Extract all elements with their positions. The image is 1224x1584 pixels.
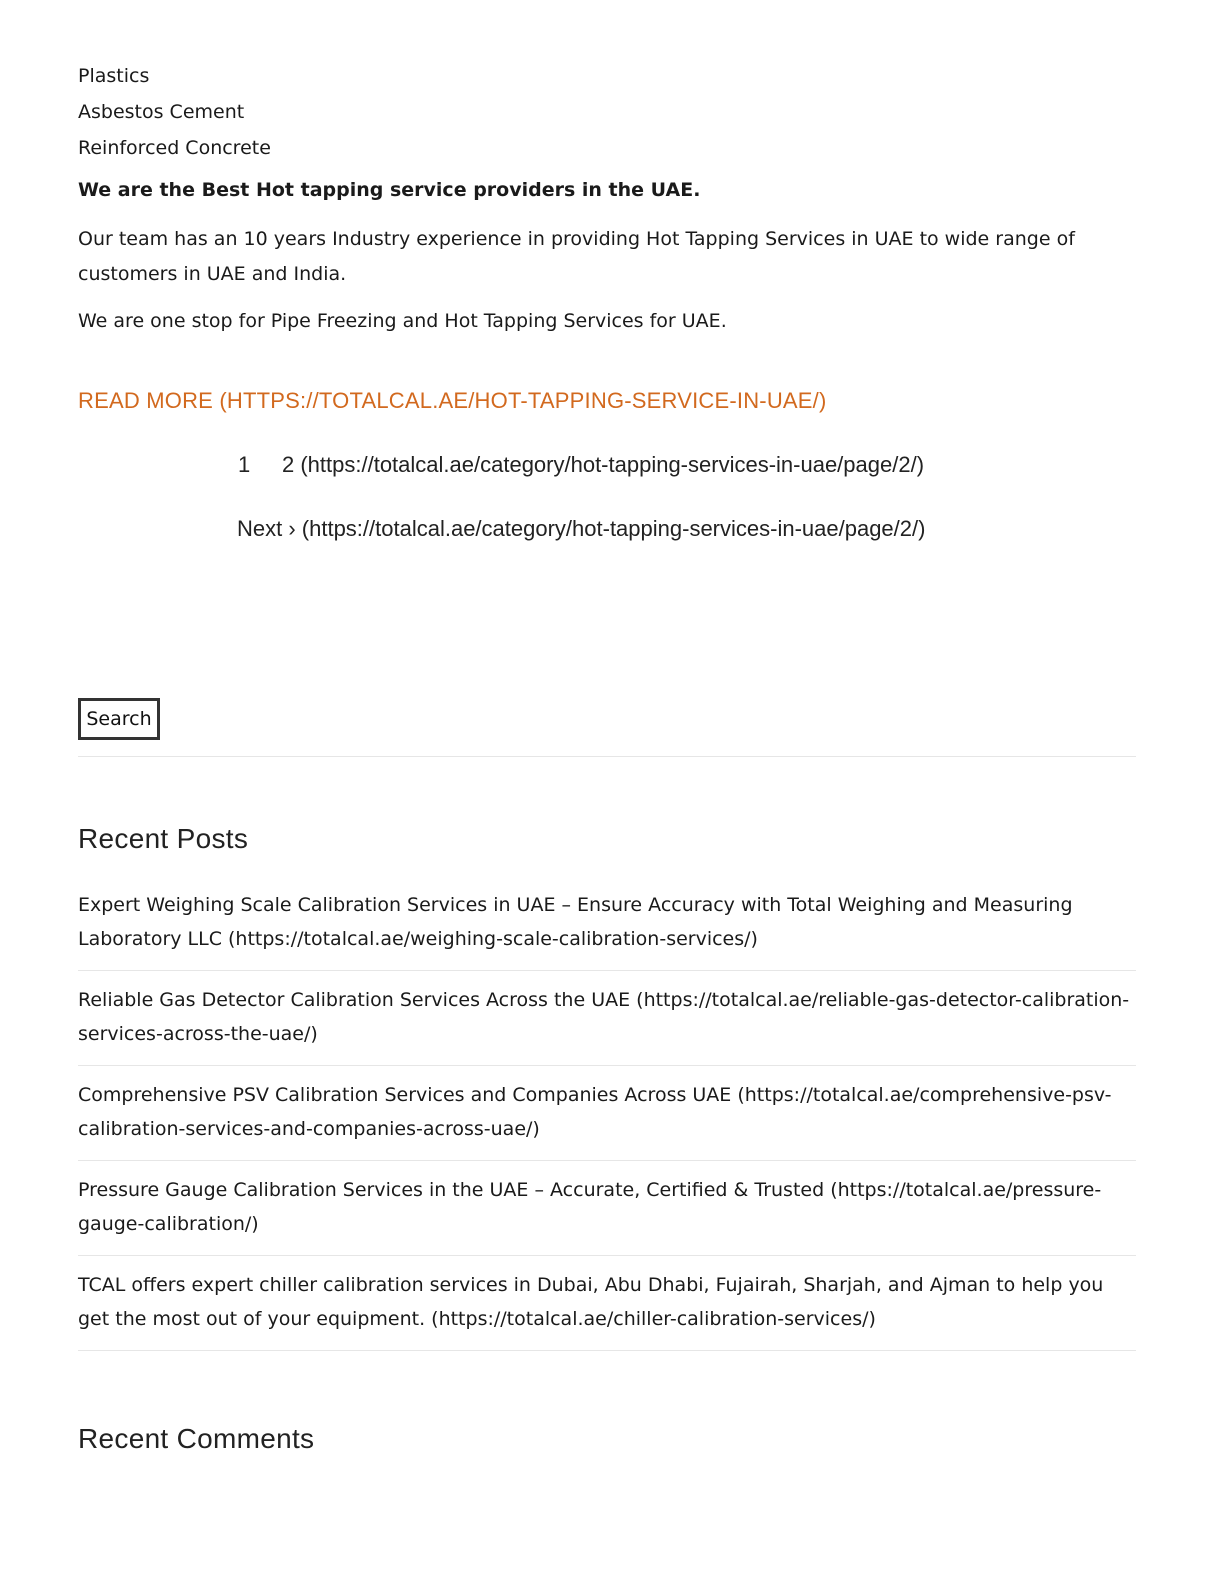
recent-post-link[interactable]: Expert Weighing Scale Calibration Services in UAE – Ensure Accuracy with Total Weighing and Measuring Laboratory LLC (https://totalcal.ae/weighing-scale-calibration-services/) [78,888,1136,971]
pagination-page-2-link[interactable]: 2 (https://totalcal.ae/category/hot-tapping-services-in-uae/page/2/) [282,452,925,477]
recent-post-link[interactable]: Reliable Gas Detector Calibration Services Across the UAE (https://totalcal.ae/reliable-gas-detector-calibration-services-across-the-uae/) [78,983,1136,1066]
recent-post-link[interactable]: TCAL offers expert chiller calibration services in Dubai, Abu Dhabi, Fujairah, Sharjah, and Ajman to help you get the most out of your equipment. (https://totalcal.ae/chiller-calibration-services/) [78,1268,1136,1351]
pagination [238,450,924,480]
divider [78,756,1136,757]
search-button[interactable]: Search [78,698,160,740]
list-item: Plastics [78,65,150,87]
one-stop-paragraph: We are one stop for Pipe Freezing and Hot Tapping Services for UAE. [78,310,727,332]
list-item: Asbestos Cement [78,101,245,123]
recent-post-link[interactable]: Comprehensive PSV Calibration Services and Companies Across UAE (https://totalcal.ae/comprehensive-psv-calibration-services-and-companies-across-uae/) [78,1078,1136,1161]
recent-post-link[interactable]: Pressure Gauge Calibration Services in the UAE – Accurate, Certified & Trusted (https://totalcal.ae/pressure-gauge-calibration/) [78,1173,1136,1256]
pagination-next-link[interactable]: Next › (https://totalcal.ae/category/hot-tapping-services-in-uae/page/2/) [237,516,926,541]
materials-list [78,58,271,166]
list-item: Reinforced Concrete [78,137,271,159]
recent-posts-title: Recent Posts [78,823,249,855]
recent-comments-title: Recent Comments [78,1423,315,1455]
best-provider-heading: We are the Best Hot tapping service providers in the UAE. [78,179,701,201]
read-more-link[interactable]: READ MORE (HTTPS://TOTALCAL.AE/HOT-TAPPING-SERVICE-IN-UAE/) [78,388,827,413]
pagination-current-page: 1 [238,452,251,477]
experience-paragraph: Our team has an 10 years Industry experience in providing Hot Tapping Services in UAE to wide range of customers in UAE and India. [78,228,1075,285]
recent-posts-list [78,888,1136,1363]
